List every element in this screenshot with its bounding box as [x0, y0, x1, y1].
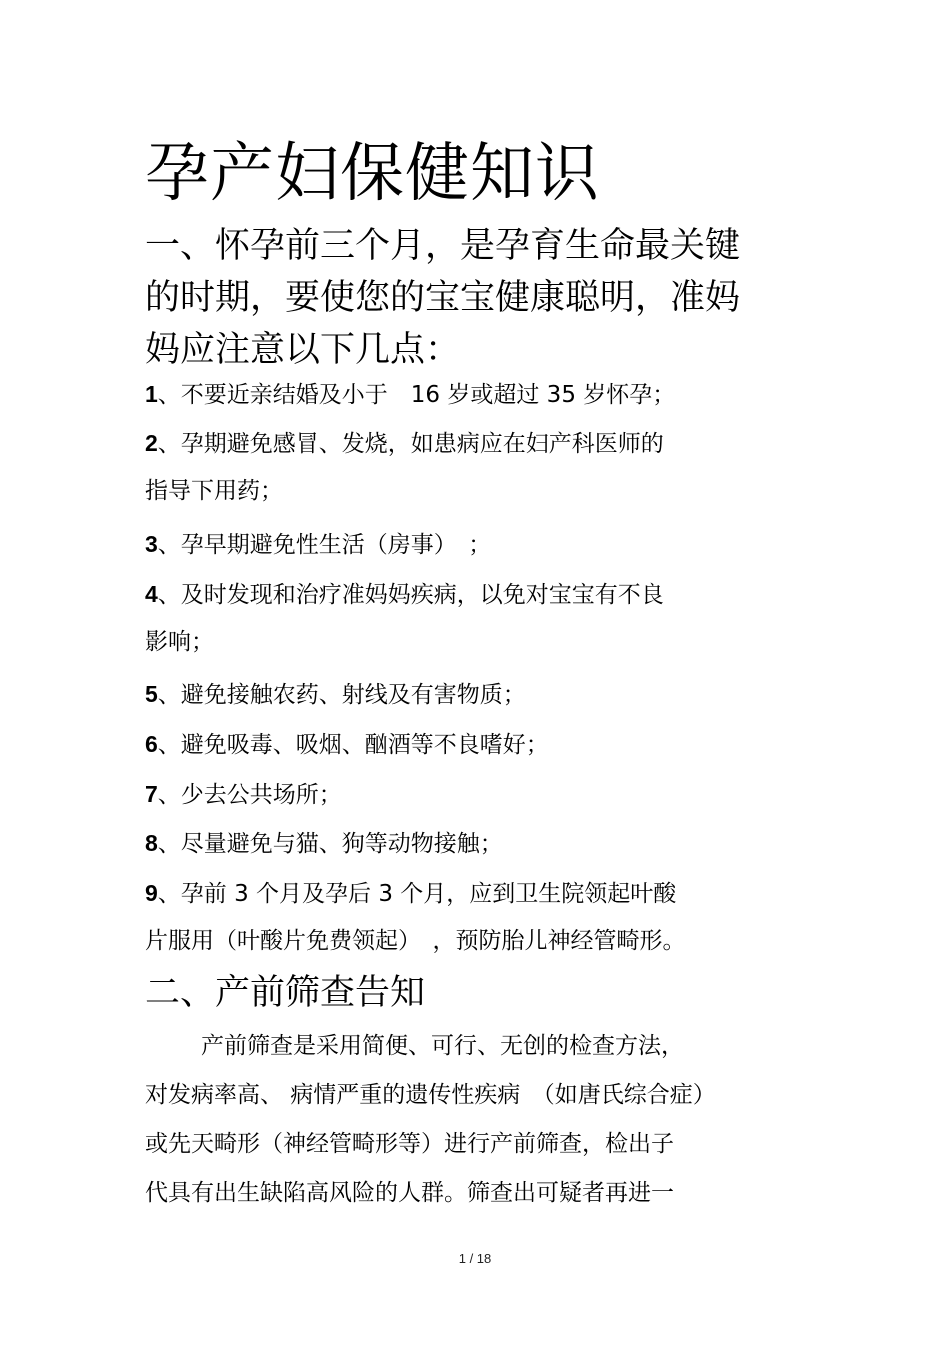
item-number: 8 [145, 830, 158, 856]
section1-heading-line: 一、怀孕前三个月，是孕育生命最关键 [145, 226, 741, 266]
item-number: 4 [145, 581, 158, 607]
section1-heading-line: 的时期，要使您的宝宝健康聪明，准妈 [145, 278, 741, 318]
document-title: 孕产妇保健知识 [145, 137, 600, 211]
list-item-5 [145, 671, 526, 719]
item-number: 5 [145, 681, 158, 707]
item-number: 3 [145, 531, 158, 557]
item-text: 、避免接触农药、射线及有害物质； [157, 682, 526, 708]
item-number: 6 [145, 731, 158, 757]
item-text: 、尽量避免与猫、狗等动物接触； [157, 831, 503, 857]
item-text: 、少去公共场所； [157, 782, 342, 808]
list-item-3 [145, 521, 491, 569]
item-number: 9 [145, 880, 158, 906]
item-text: 、孕早期避免性生活（房事） ； [157, 532, 492, 558]
list-item-4 [145, 571, 664, 666]
list-item-6 [145, 721, 549, 769]
section1-heading-line: 妈应注意以下几点： [145, 330, 461, 370]
item-text: 、孕期避免感冒、发烧，如患病应在妇产科医师的 [157, 431, 664, 457]
section2-heading: 二、产前筛查告知 [145, 973, 426, 1013]
paragraph-line: 产前筛查是采用简便、可行、无创的检查方法， [201, 1033, 684, 1059]
item-text: 、不要近亲结婚及小于 16 岁或超过 35 岁怀孕； [157, 382, 676, 408]
item-text: 、孕前 3 个月及孕后 3 个月，应到卫生院领起叶酸 [157, 881, 677, 907]
item-number: 2 [145, 430, 158, 456]
section2-paragraph [145, 1022, 716, 1218]
list-item-9 [145, 870, 686, 965]
paragraph-line: 代具有出生缺陷高风险的人群。筛查出可疑者再进一 [145, 1180, 674, 1206]
section1-heading [145, 220, 785, 376]
list-item-7 [145, 771, 342, 819]
item-text: 、及时发现和治疗准妈妈疾病，以免对宝宝有不良 [157, 582, 664, 608]
item-text: 、避免吸毒、吸烟、酗酒等不良嗜好； [157, 732, 549, 758]
paragraph-line: 对发病率高、 病情严重的遗传性疾病 （如唐氏综合症） [145, 1082, 716, 1108]
page-number: 1 / 18 [458, 1251, 492, 1266]
list-item-1 [145, 371, 675, 419]
item-number: 1 [145, 381, 158, 407]
item-number: 7 [145, 781, 158, 807]
item-text-continued: 影响； [145, 629, 214, 655]
list-item-2 [145, 420, 664, 515]
item-text-continued: 指导下用药； [145, 478, 283, 504]
item-text-continued: 片服用（叶酸片免费领起） ，预防胎儿神经管畸形。 [145, 928, 686, 954]
list-item-8 [145, 820, 503, 868]
paragraph-line: 或先天畸形（神经管畸形等）进行产前筛查，检出子 [145, 1131, 674, 1157]
